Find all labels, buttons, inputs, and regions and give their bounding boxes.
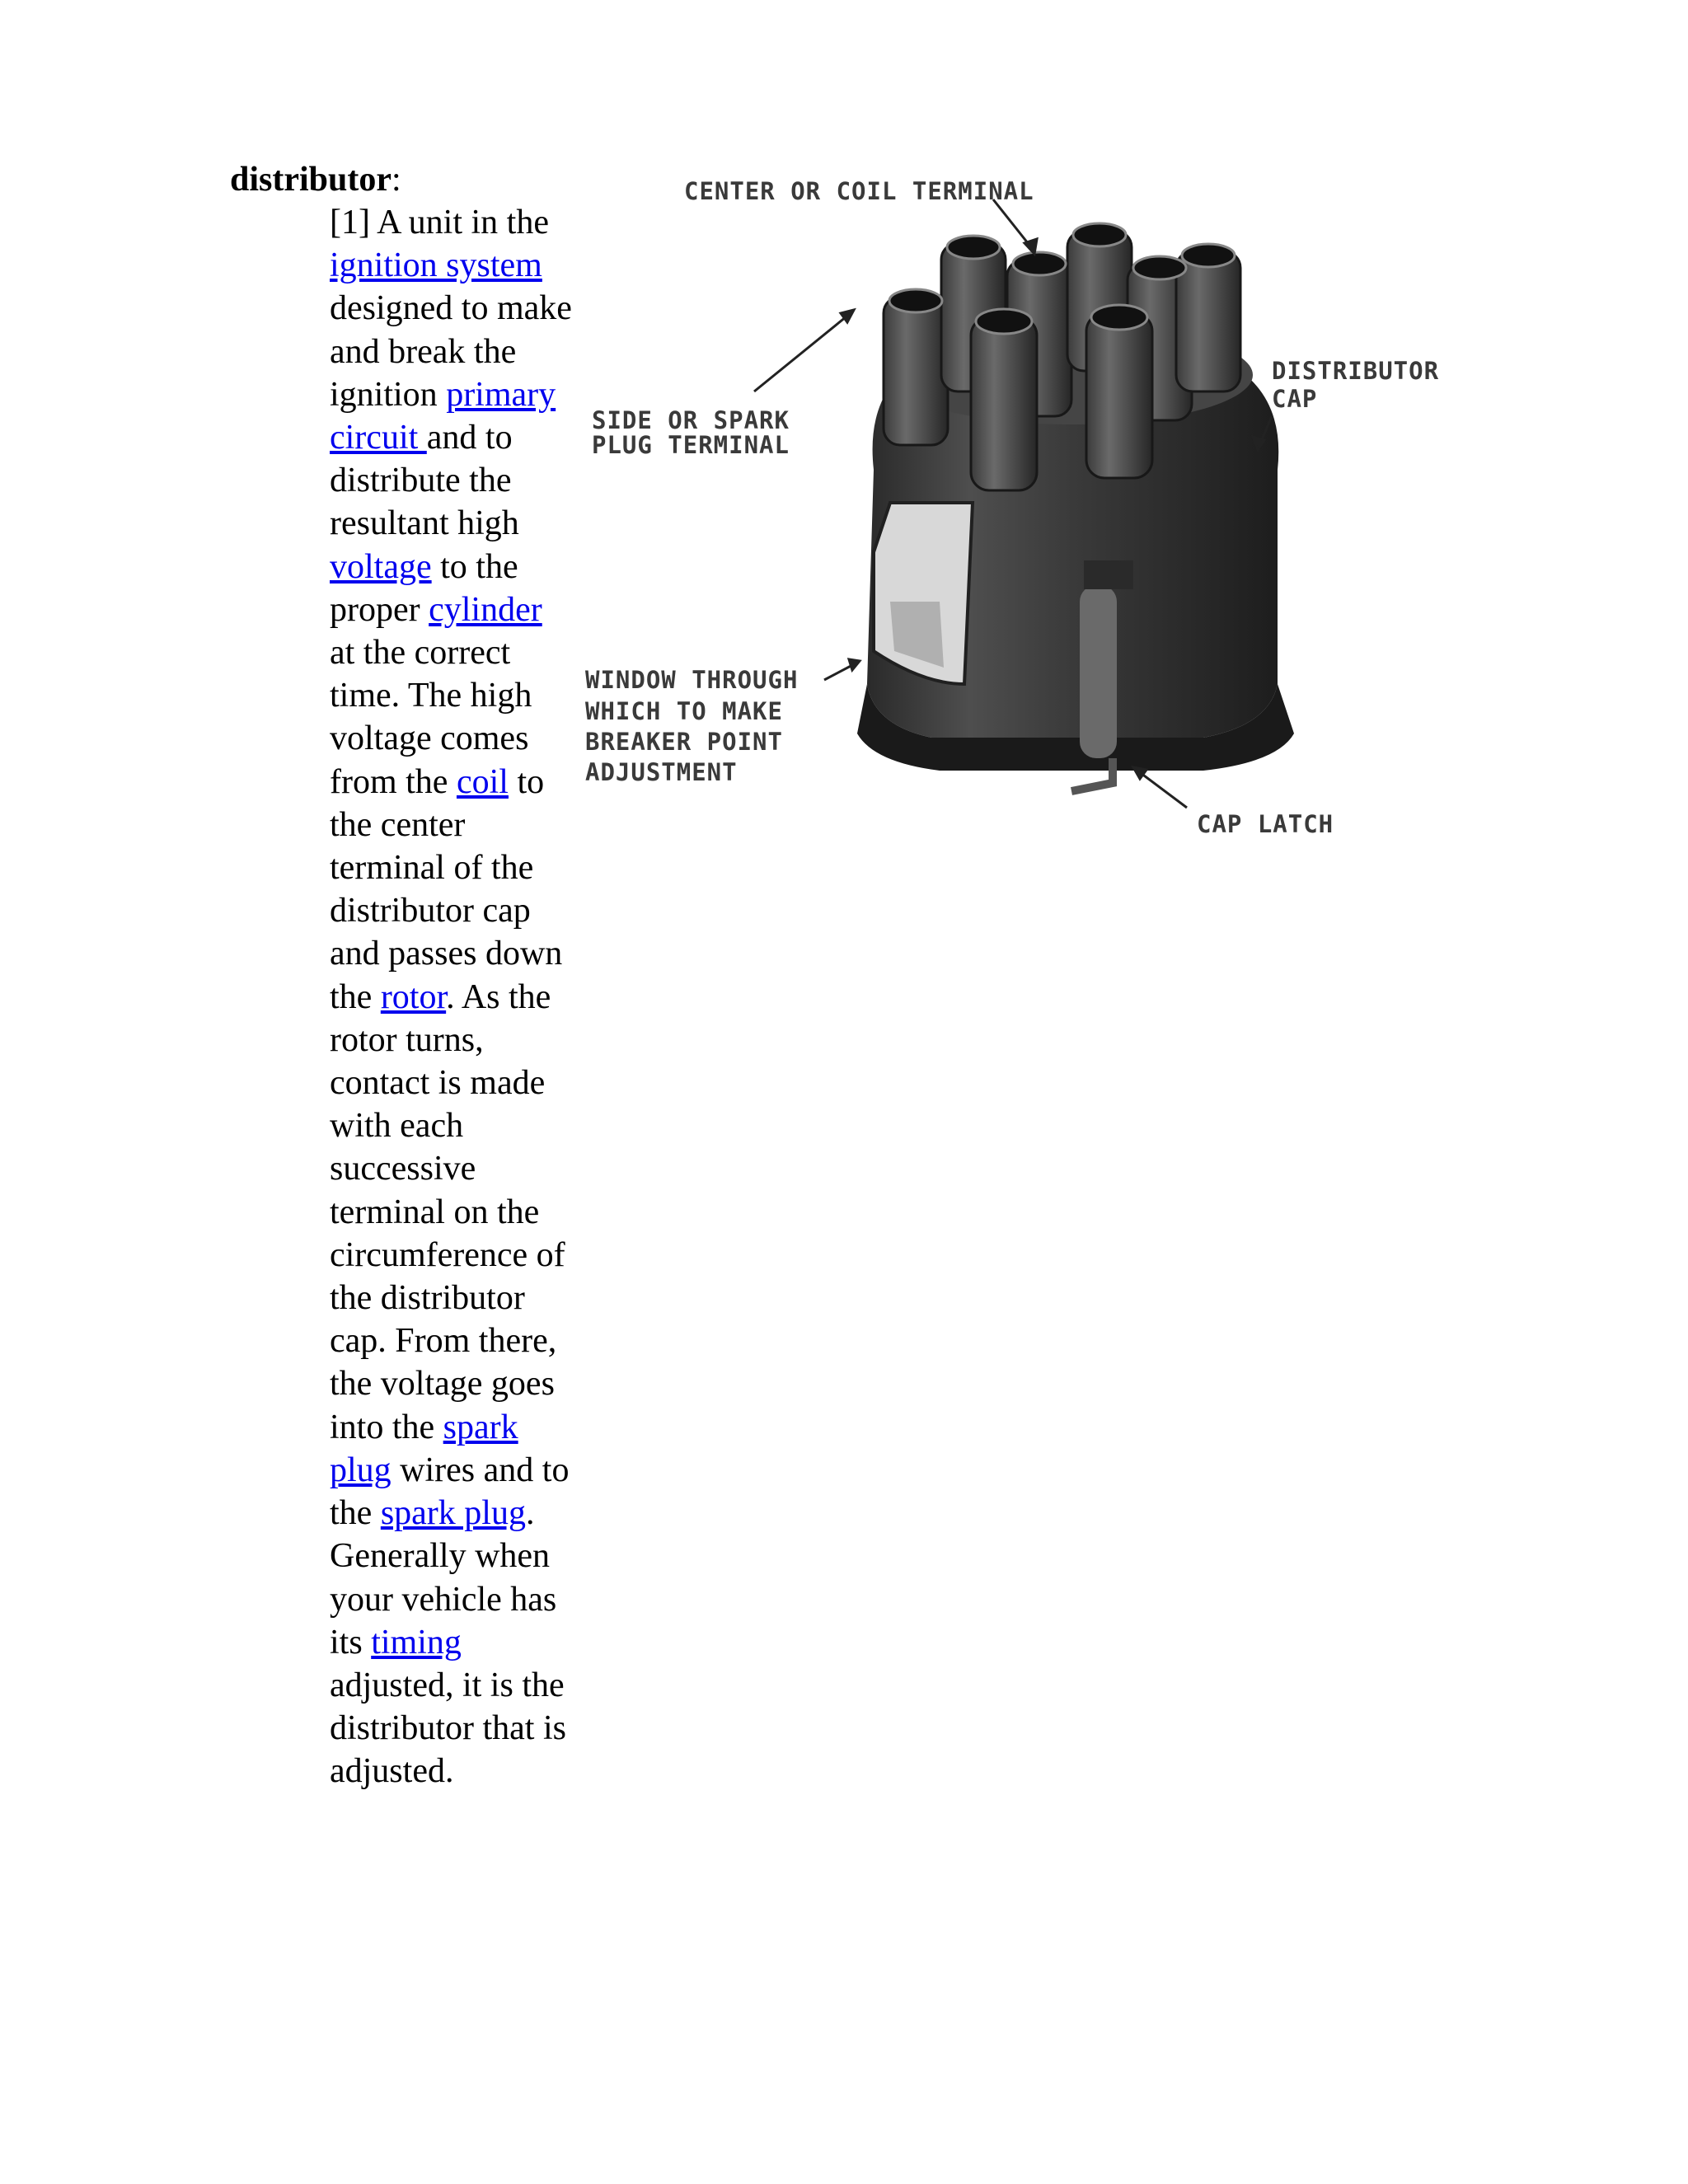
definition-text: . As the rotor turns, contact is made with each successive terminal on the circumference of the distributor cap. From there, the voltage goes into the xyxy=(330,977,565,1446)
glossary-link[interactable]: timing xyxy=(371,1623,462,1661)
definition-text: adjusted, it is the distributor that is adjusted. xyxy=(330,1666,566,1791)
entry-term-line xyxy=(230,158,401,201)
label-window-line1: WINDOW THROUGH xyxy=(585,666,799,694)
label-side-terminal-line2: PLUG TERMINAL xyxy=(592,431,790,459)
distributor-cap-figure xyxy=(577,157,1459,865)
label-window-line3: BREAKER POINT xyxy=(585,728,783,756)
entry-definition xyxy=(330,201,573,1793)
glossary-link[interactable]: rotor xyxy=(380,977,447,1016)
glossary-link[interactable]: cylinder xyxy=(429,590,542,629)
definition-text: wires and to the xyxy=(330,1451,570,1533)
definition-text: at the correct time. The high voltage comes from the xyxy=(330,634,532,801)
definition-text: and to distribute the resultant high xyxy=(330,419,519,543)
label-cap-latch: CAP LATCH xyxy=(1197,810,1334,838)
label-distributor-cap-line1: DISTRIBUTOR xyxy=(1272,357,1440,385)
cap-illustration xyxy=(857,223,1294,791)
definition-text: . Generally when your vehicle has its xyxy=(330,1494,557,1661)
label-window-line4: ADJUSTMENT xyxy=(585,758,738,786)
definition-text: designed to make and break the ignition xyxy=(330,289,572,414)
label-distributor-cap-line2: CAP xyxy=(1272,385,1318,413)
glossary-link[interactable]: voltage xyxy=(330,547,432,586)
glossary-link[interactable]: ignition system xyxy=(330,246,542,285)
glossary-link[interactable]: coil xyxy=(456,762,509,801)
term-colon: : xyxy=(392,161,401,199)
label-center-terminal: CENTER OR COIL TERMINAL xyxy=(684,177,1034,205)
definition-text: [1] A unit in the xyxy=(330,204,549,241)
entry-term: distributor xyxy=(230,161,392,199)
label-side-terminal-line1: SIDE OR SPARK xyxy=(592,406,790,434)
glossary-link[interactable]: spark plug xyxy=(330,1408,518,1489)
glossary-link[interactable]: spark plug xyxy=(380,1494,526,1533)
definition-text: to the center terminal of the distributor cap and passes down the xyxy=(330,762,563,1016)
glossary-link[interactable]: primary circuit xyxy=(330,375,556,457)
label-window-line2: WHICH TO MAKE xyxy=(585,697,783,725)
definition-text: to the proper xyxy=(330,547,518,629)
